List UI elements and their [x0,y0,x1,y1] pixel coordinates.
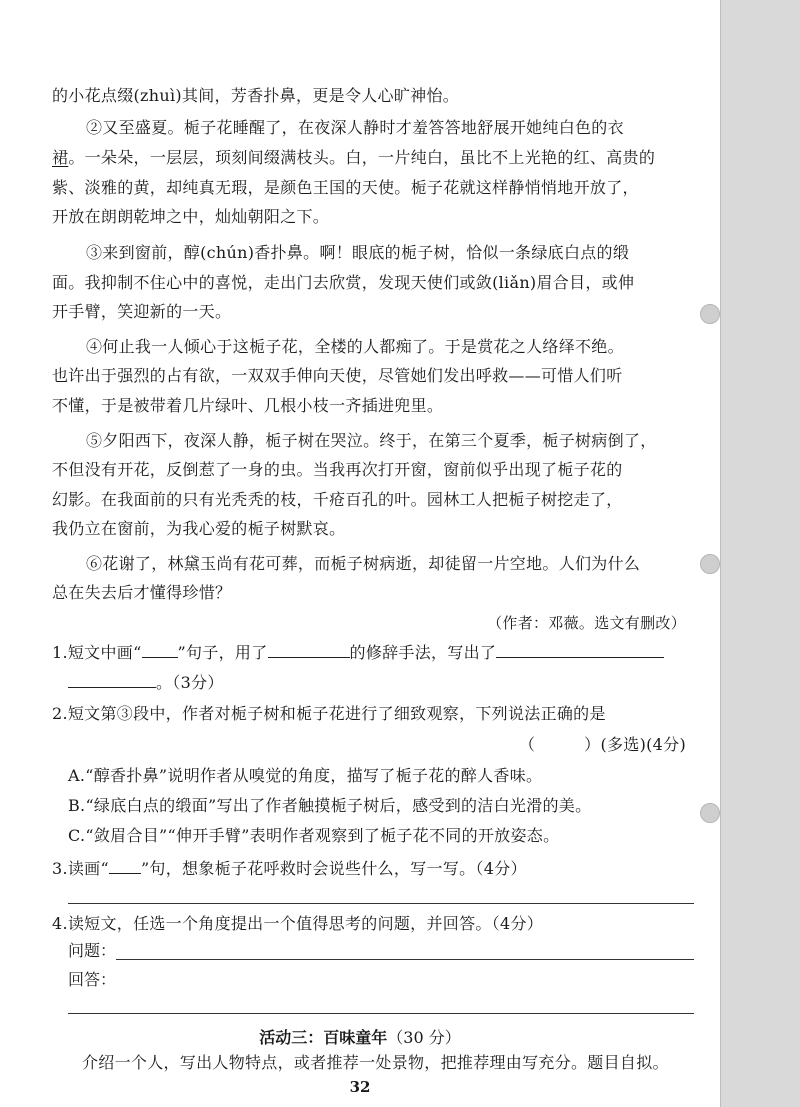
answer-blank[interactable] [68,672,156,688]
passage-line: 开放在朗朗乾坤之中，灿灿朝阳之下。 [52,207,330,226]
passage-line: 不但没有开花，反倒惹了一身的虫。当我再次打开窗，窗前似乎出现了栀子花的 [52,460,623,479]
answer-blank[interactable] [268,642,350,658]
binding-margin [720,0,800,1107]
question-4: 4.读短文，任选一个角度提出一个值得思考的问题，并回答。（4分） [52,914,544,933]
passage-line: 开手臂，笑迎新的一天。 [52,302,232,321]
question-3: 3.读画“ ”句，想象栀子花呼救时会说些什么，写一写。（4分） [52,859,527,878]
binding-hole [700,554,720,574]
passage-line: 总在失去后才懂得珍惜？ [52,583,232,602]
option-b: B.“绿底白点的缎面”写出了作者触摸栀子树后，感受到的洁白光滑的美。 [68,796,592,815]
question-2-answer-paren[interactable]: （ ）(多选)(4分) [518,735,686,754]
passage-line: ⑤夕阳西下，夜深人静，栀子树在哭泣。终于，在第三个夏季，栀子树病倒了， [86,431,657,450]
underlined-word: 裙 [52,148,69,167]
passage-line: 不懂，于是被带着几片绿叶、几根小枝一齐插进兜里。 [52,396,444,415]
question-label: 问题： [68,941,117,960]
passage-line: ③来到窗前，醇(chún)香扑鼻。啊！眼底的栀子树，恰似一条绿底白点的缎 [86,243,630,262]
option-a: A.“醇香扑鼻”说明作者从嗅觉的角度，描写了栀子花的醉人香味。 [68,766,543,785]
marked-sentence-blank [142,642,178,658]
question-answer-line[interactable] [116,959,694,960]
passage-line: 幻影。在我面前的只有光秃秃的枝，千疮百孔的叶。园林工人把栀子树挖走了， [52,490,623,509]
passage-line: ②又至盛夏。栀子花睡醒了，在夜深人静时才羞答答地舒展开她纯白色的衣 [86,118,624,137]
answer-line[interactable] [68,1013,694,1014]
page-number: 32 [349,1078,371,1096]
question-2: 2.短文第③段中，作者对栀子树和栀子花进行了细致观察，下列说法正确的是 [52,704,606,723]
answer-line[interactable] [68,903,694,904]
binding-hole [700,304,720,324]
passage-line: 裙。一朵朵，一层层，顼刻间缀满枝头。白，一片纯白，虽比不上光艳的红、高贵的 [52,148,656,167]
passage-line: 的小花点缀(zhuì)其间，芳香扑鼻，更是令人心旷神怡。 [52,86,460,105]
passage-line: ④何止我一人倾心于这栀子花，全楼的人都痴了。于是赏花之人络绎不绝。 [86,337,624,356]
passage-line: 我仍立在窗前，为我心爱的栀子树默哀。 [52,519,346,538]
source-note: （作者：邓薇。选文有删改） [487,614,686,632]
binding-hole [700,803,720,823]
question-1: 1.短文中画“ ”句子，用了 的修辞手法，写出了 [52,642,697,663]
passage-line: ⑥花谢了，林黛玉尚有花可葬，而栀子树病逝，却徒留一片空地。人们为什么 [86,554,641,573]
marked-sentence-blank [109,858,141,874]
question-1-cont: 。（3分） [68,672,713,693]
answer-label: 回答： [68,970,117,989]
passage-line: 面。我抑制不住心中的喜悦，走出门去欣赏，发现天使们或敛(liǎn)眉合目，或伸 [52,273,635,292]
activity-instruction: 介绍一个人，写出人物特点，或者推荐一处景物，把推荐理由写充分。题目自拟。 [82,1053,669,1072]
answer-blank[interactable] [496,642,664,658]
option-c: C.“敛眉合目”“伸开手臂”表明作者观察到了栀子花不同的开放姿态。 [68,826,560,845]
activity-title: 活动三：百味童年（30 分） [259,1028,461,1047]
passage-line: 也许出于强烈的占有欲，一双双手伸向天使，尽管她们发出呼救——可惜人们听 [52,366,623,385]
passage-line: 紫、淡雅的黄，却纯真无瑕，是颜色王国的天使。栀子花就这样静悄悄地开放了， [52,178,639,197]
